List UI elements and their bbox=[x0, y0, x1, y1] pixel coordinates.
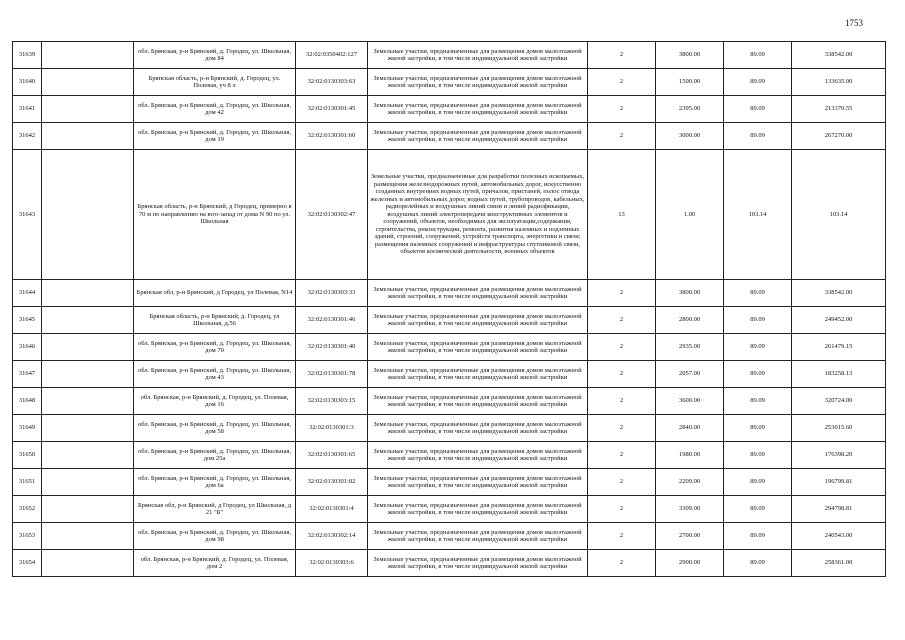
specific-value-cell: 89.09 bbox=[724, 280, 792, 307]
land-use-cell: Земельные участки, предназначенные для размещения домов малоэтажной жилой застройки, в том числе индивидуальной жилой застройки bbox=[368, 442, 588, 469]
row-number-cell: 31647 bbox=[13, 361, 42, 388]
cadastral-value-cell: 103.14 bbox=[792, 150, 886, 280]
area-cell: 2395.00 bbox=[656, 96, 724, 123]
address-cell: обл. Брянская, р-н Брянский, д. Городец, ул. Полевая, дом 2 bbox=[134, 550, 296, 577]
empty-cell bbox=[42, 388, 134, 415]
land-use-cell: Земельные участки, предназначенные для размещения домов малоэтажной жилой застройки, в том числе индивидуальной жилой застройки bbox=[368, 42, 588, 69]
address-cell: обл. Брянская, р-н Брянский, д. Городец, ул. Школьная, дом 43 bbox=[134, 361, 296, 388]
cadastral-number-cell: 32:02:0130301:65 bbox=[296, 442, 368, 469]
table-row bbox=[13, 469, 886, 496]
empty-cell bbox=[42, 415, 134, 442]
address-cell: Брянская область, р-н Брянский, д. Городец, ул Школьная, д.56 bbox=[134, 307, 296, 334]
zone-group-cell: 2 bbox=[588, 96, 656, 123]
row-number-cell: 31648 bbox=[13, 388, 42, 415]
table-row bbox=[13, 150, 886, 280]
row-number-cell: 31653 bbox=[13, 523, 42, 550]
area-cell: 3800.00 bbox=[656, 280, 724, 307]
zone-group-cell: 2 bbox=[588, 69, 656, 96]
zone-group-cell: 2 bbox=[588, 280, 656, 307]
row-number-cell: 31643 bbox=[13, 150, 42, 280]
area-cell: 1500.00 bbox=[656, 69, 724, 96]
table-row bbox=[13, 334, 886, 361]
table-row bbox=[13, 307, 886, 334]
table-row bbox=[13, 550, 886, 577]
specific-value-cell: 89.09 bbox=[724, 442, 792, 469]
cadastral-value-cell: 338542.00 bbox=[792, 42, 886, 69]
area-cell: 2935.00 bbox=[656, 334, 724, 361]
address-cell: обл. Брянская, р-н Брянский, д. Городец, ул. Школьная, дом 58 bbox=[134, 415, 296, 442]
land-use-cell: Земельные участки, предназначенные для размещения домов малоэтажной жилой застройки, в том числе индивидуальной жилой застройки bbox=[368, 69, 588, 96]
specific-value-cell: 89.09 bbox=[724, 334, 792, 361]
empty-cell bbox=[42, 150, 134, 280]
row-number-cell: 31651 bbox=[13, 469, 42, 496]
area-cell: 2800.00 bbox=[656, 307, 724, 334]
cadastral-value-cell: 249452.00 bbox=[792, 307, 886, 334]
specific-value-cell: 89.09 bbox=[724, 307, 792, 334]
cadastral-value-cell: 213370.55 bbox=[792, 96, 886, 123]
specific-value-cell: 89.09 bbox=[724, 96, 792, 123]
cadastral-number-cell: 32:02:0130301:4 bbox=[296, 496, 368, 523]
cadastral-number-cell: 32:02:0350402:127 bbox=[296, 42, 368, 69]
address-cell: обл. Брянская, р-н Брянский, д. Городец, ул. Школьная, дом 19 bbox=[134, 123, 296, 150]
zone-group-cell: 2 bbox=[588, 307, 656, 334]
cadastral-number-cell: 32:02:0130303:63 bbox=[296, 69, 368, 96]
land-use-cell: Земельные участки, предназначенные для размещения домов малоэтажной жилой застройки, в том числе индивидуальной жилой застройки bbox=[368, 496, 588, 523]
cadastral-value-cell: 133635.00 bbox=[792, 69, 886, 96]
page-number: 1753 bbox=[845, 18, 863, 28]
land-use-cell: Земельные участки, предназначенные для размещения домов малоэтажной жилой застройки, в том числе индивидуальной жилой застройки bbox=[368, 96, 588, 123]
empty-cell bbox=[42, 550, 134, 577]
specific-value-cell: 103.14 bbox=[724, 150, 792, 280]
cadastral-value-cell: 267270.00 bbox=[792, 123, 886, 150]
zone-group-cell: 2 bbox=[588, 42, 656, 69]
cadastral-value-cell: 294798.81 bbox=[792, 496, 886, 523]
address-cell: обл. Брянская, р-н Брянский, д. Городец, ул. Школьная, дом 70 bbox=[134, 334, 296, 361]
specific-value-cell: 89.09 bbox=[724, 388, 792, 415]
land-use-cell: Земельные участки, предназначенные для размещения домов малоэтажной жилой застройки, в том числе индивидуальной жилой застройки bbox=[368, 550, 588, 577]
land-registry-table bbox=[12, 41, 886, 577]
land-use-cell: Земельные участки, предназначенные для размещения домов малоэтажной жилой застройки, в том числе индивидуальной жилой застройки bbox=[368, 415, 588, 442]
table-row bbox=[13, 69, 886, 96]
empty-cell bbox=[42, 280, 134, 307]
specific-value-cell: 89.09 bbox=[724, 123, 792, 150]
area-cell: 3309.00 bbox=[656, 496, 724, 523]
specific-value-cell: 89.09 bbox=[724, 69, 792, 96]
table-row bbox=[13, 415, 886, 442]
address-cell: обл. Брянская, р-н Брянский, д. Городец, ул. Школьная, дом 6а bbox=[134, 469, 296, 496]
cadastral-number-cell: 32:02:0130301:78 bbox=[296, 361, 368, 388]
cadastral-value-cell: 258361.00 bbox=[792, 550, 886, 577]
land-use-cell: Земельные участки, предназначенные для размещения домов малоэтажной жилой застройки, в том числе индивидуальной жилой застройки bbox=[368, 388, 588, 415]
land-use-cell: Земельные участки, предназначенные для разработки полезных ископаемых, размещения железнодорожных путей, автомобильных дорог, искусственно созданных внутренних водных путей, причалов, пристаней, полос отвода железных и автомобильных дорог, водных путей, трубопроводов, кабельных, радиорелейных и воздушных линий связи и линий радиофикации, воздушных линий электропередачи конструктивных элементов и сооружений, объектов, необходимых для эксплуатации,содержания, строительства, реконструкции, ремонта, развития наземных и подземных зданий, строений, сооружений, устройств транспорта, энергетики и связи; размещения наземных сооружений и инфраструктуры спутниковой связи, объектов космической деятельности, военных объектов bbox=[368, 150, 588, 280]
empty-cell bbox=[42, 42, 134, 69]
row-number-cell: 31649 bbox=[13, 415, 42, 442]
zone-group-cell: 2 bbox=[588, 334, 656, 361]
row-number-cell: 31639 bbox=[13, 42, 42, 69]
table-row bbox=[13, 42, 886, 69]
area-cell: 1.00 bbox=[656, 150, 724, 280]
address-cell: Брянская обл, р-н Брянский, д Городец, ул Полевая, N14 bbox=[134, 280, 296, 307]
table-row bbox=[13, 442, 886, 469]
land-use-cell: Земельные участки, предназначенные для размещения домов малоэтажной жилой застройки, в том числе индивидуальной жилой застройки bbox=[368, 280, 588, 307]
zone-group-cell: 2 bbox=[588, 415, 656, 442]
land-use-cell: Земельные участки, предназначенные для размещения домов малоэтажной жилой застройки, в том числе индивидуальной жилой застройки bbox=[368, 123, 588, 150]
empty-cell bbox=[42, 361, 134, 388]
specific-value-cell: 89.09 bbox=[724, 496, 792, 523]
zone-group-cell: 2 bbox=[588, 388, 656, 415]
area-cell: 3000.00 bbox=[656, 123, 724, 150]
area-cell: 3800.00 bbox=[656, 42, 724, 69]
specific-value-cell: 89.09 bbox=[724, 523, 792, 550]
address-cell: Брянская обл, р-н Брянский, д Городец, ул Школьная, д 21 "Б" bbox=[134, 496, 296, 523]
area-cell: 2700.00 bbox=[656, 523, 724, 550]
zone-group-cell: 13 bbox=[588, 150, 656, 280]
empty-cell bbox=[42, 469, 134, 496]
row-number-cell: 31642 bbox=[13, 123, 42, 150]
cadastral-number-cell: 32:02:0130302:47 bbox=[296, 150, 368, 280]
cadastral-number-cell: 32:02:0130303:15 bbox=[296, 388, 368, 415]
cadastral-number-cell: 32:02:0130303:6 bbox=[296, 550, 368, 577]
zone-group-cell: 2 bbox=[588, 523, 656, 550]
empty-cell bbox=[42, 123, 134, 150]
cadastral-value-cell: 320724.00 bbox=[792, 388, 886, 415]
zone-group-cell: 2 bbox=[588, 469, 656, 496]
cadastral-number-cell: 32:02:0130301:45 bbox=[296, 96, 368, 123]
table-row bbox=[13, 388, 886, 415]
row-number-cell: 31650 bbox=[13, 442, 42, 469]
land-use-cell: Земельные участки, предназначенные для размещения домов малоэтажной жилой застройки, в том числе индивидуальной жилой застройки bbox=[368, 361, 588, 388]
table-row bbox=[13, 96, 886, 123]
specific-value-cell: 89.09 bbox=[724, 361, 792, 388]
table-body bbox=[13, 42, 886, 577]
row-number-cell: 31645 bbox=[13, 307, 42, 334]
row-number-cell: 31640 bbox=[13, 69, 42, 96]
area-cell: 3600.00 bbox=[656, 388, 724, 415]
address-cell: Брянская область, р-н Брянский, д Городец, примерно в 70 м по направлению на юго-запад от дома N 90 по ул. Школьная bbox=[134, 150, 296, 280]
address-cell: Брянская область, р-н Брянский, д. Городец, ул. Полевая, уч 8 л bbox=[134, 69, 296, 96]
cadastral-value-cell: 183258.13 bbox=[792, 361, 886, 388]
cadastral-number-cell: 32:02:0130301:82 bbox=[296, 469, 368, 496]
row-number-cell: 31644 bbox=[13, 280, 42, 307]
table-row bbox=[13, 123, 886, 150]
address-cell: обл. Брянская, р-н Брянский, д. Городец, ул. Школьная, дом 98 bbox=[134, 523, 296, 550]
table-row bbox=[13, 496, 886, 523]
address-cell: обл. Брянская, р-н Брянский, д. Городец, ул. Школьная, дом 84 bbox=[134, 42, 296, 69]
cadastral-value-cell: 338542.00 bbox=[792, 280, 886, 307]
cadastral-number-cell: 32:02:0130301:46 bbox=[296, 307, 368, 334]
area-cell: 2209.00 bbox=[656, 469, 724, 496]
land-use-cell: Земельные участки, предназначенные для размещения домов малоэтажной жилой застройки, в том числе индивидуальной жилой застройки bbox=[368, 307, 588, 334]
row-number-cell: 31646 bbox=[13, 334, 42, 361]
empty-cell bbox=[42, 334, 134, 361]
zone-group-cell: 2 bbox=[588, 550, 656, 577]
row-number-cell: 31641 bbox=[13, 96, 42, 123]
specific-value-cell: 89.09 bbox=[724, 550, 792, 577]
row-number-cell: 31654 bbox=[13, 550, 42, 577]
land-use-cell: Земельные участки, предназначенные для размещения домов малоэтажной жилой застройки, в том числе индивидуальной жилой застройки bbox=[368, 469, 588, 496]
address-cell: обл. Брянская, р-н Брянский, д. Городец, ул. Школьная, дом 42 bbox=[134, 96, 296, 123]
zone-group-cell: 2 bbox=[588, 361, 656, 388]
specific-value-cell: 89.09 bbox=[724, 42, 792, 69]
empty-cell bbox=[42, 96, 134, 123]
empty-cell bbox=[42, 496, 134, 523]
table-row bbox=[13, 280, 886, 307]
cadastral-value-cell: 261479.15 bbox=[792, 334, 886, 361]
table-row bbox=[13, 523, 886, 550]
cadastral-number-cell: 32:02:0130301:3 bbox=[296, 415, 368, 442]
empty-cell bbox=[42, 442, 134, 469]
empty-cell bbox=[42, 523, 134, 550]
empty-cell bbox=[42, 307, 134, 334]
specific-value-cell: 89.09 bbox=[724, 469, 792, 496]
area-cell: 2840.00 bbox=[656, 415, 724, 442]
cadastral-value-cell: 240543.00 bbox=[792, 523, 886, 550]
cadastral-value-cell: 253015.60 bbox=[792, 415, 886, 442]
address-cell: обл. Брянская, р-н Брянский, д. Городец, ул. Полевая, дом 16 bbox=[134, 388, 296, 415]
cadastral-number-cell: 32:02:0130303:33 bbox=[296, 280, 368, 307]
cadastral-value-cell: 176398.20 bbox=[792, 442, 886, 469]
area-cell: 2900.00 bbox=[656, 550, 724, 577]
area-cell: 1980.00 bbox=[656, 442, 724, 469]
address-cell: обл. Брянская, р-н Брянский, д. Городец, ул. Школьная, дом 25а bbox=[134, 442, 296, 469]
zone-group-cell: 2 bbox=[588, 123, 656, 150]
specific-value-cell: 89.09 bbox=[724, 415, 792, 442]
cadastral-value-cell: 196799.81 bbox=[792, 469, 886, 496]
cadastral-number-cell: 32:02:0130301:60 bbox=[296, 123, 368, 150]
zone-group-cell: 2 bbox=[588, 496, 656, 523]
land-use-cell: Земельные участки, предназначенные для размещения домов малоэтажной жилой застройки, в том числе индивидуальной жилой застройки bbox=[368, 523, 588, 550]
land-use-cell: Земельные участки, предназначенные для размещения домов малоэтажной жилой застройки, в том числе индивидуальной жилой застройки bbox=[368, 334, 588, 361]
zone-group-cell: 2 bbox=[588, 442, 656, 469]
cadastral-number-cell: 32:02:0130302:14 bbox=[296, 523, 368, 550]
cadastral-number-cell: 32:02:0130301:40 bbox=[296, 334, 368, 361]
empty-cell bbox=[42, 69, 134, 96]
area-cell: 2057.00 bbox=[656, 361, 724, 388]
table-row bbox=[13, 361, 886, 388]
row-number-cell: 31652 bbox=[13, 496, 42, 523]
